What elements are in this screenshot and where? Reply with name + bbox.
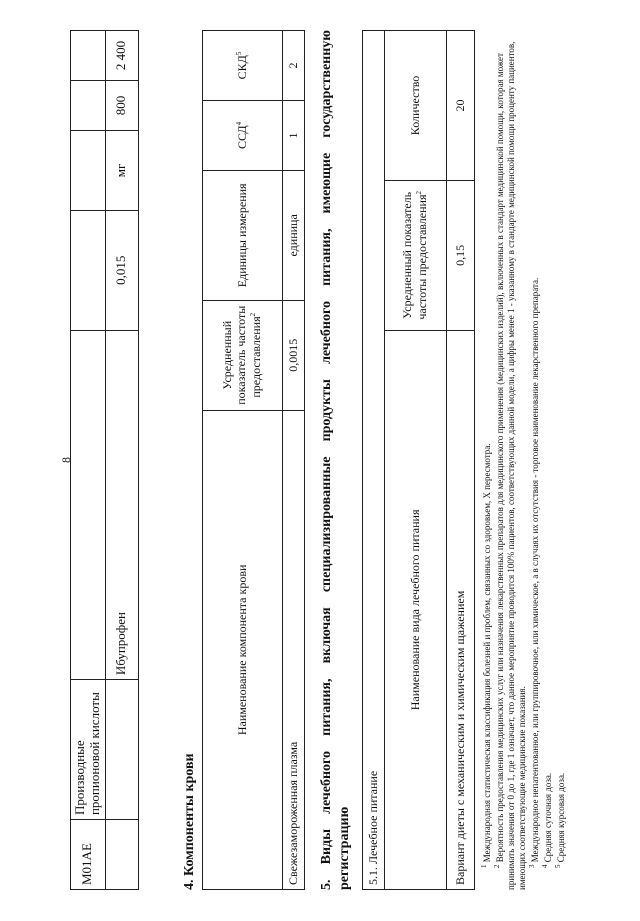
atc-code: M01AE [71,820,106,890]
footnote: $^3$ Международное непатентованное, или группировочное, или химическое, а в случаях их отсутствия - торговое наименование лекарственного препарата. [527,277,540,868]
section-5-title: 5. Виды лечебного питания, включая специализированные продукты лечебного питания, имеющие государственную регистрацию [319,30,352,890]
header-cell: Усредненный показатель частоты предоставления$^2$ [203,300,283,410]
header-cell: Единицы измерения [203,170,283,300]
table-header-row [203,31,283,890]
component-name: Свежезамороженная плазма [283,410,305,889]
diet-name: Вариант диеты с механическим и химическим щажением [447,330,475,889]
page-number: 8 [59,457,73,463]
drug-frequency: 0,015 [105,210,138,330]
table-header-row [385,31,447,890]
blood-components-table [202,30,305,890]
atc-group: Производные пропионовой кислоты [71,680,106,820]
component-frequency: 0,0015 [283,300,305,410]
header-cell: Усредненный показатель частоты предоставления$^2$ [385,180,447,330]
diet-quantity: 20 [447,31,475,181]
footnote: $^1$ Международная статистическая классификация болезней и проблем, связанных со здоровьем, X пересмотра. [480,443,492,868]
drug-unit: мг [105,130,138,210]
footnote: $^2$ Вероятность предоставления медицинских услуг или назначения лекарственных препаратов для медицинского применения (медицинских изделий), включенных в стандарт медицинской помощи, которая может принимать значения от 0 до 1, где 1 означает, что данное мероприятие проводится 100% пациентов, соответствующих данной модели, а цифры менее 1 - указанному в стандарте медицинской помощи проценту пациентов, имеющих соответствующие медицинские показания. [492,41,527,890]
header-cell: Количество [385,31,447,181]
table-row [283,31,305,890]
header-cell: ССД$^4$ [203,100,283,170]
document-page [40,30,600,890]
header-cell: Наименование вида лечебного питания [385,330,447,889]
table-row [105,31,138,890]
header-cell: СКД$^5$ [203,31,283,101]
table-row [71,31,106,890]
diet-frequency: 0,15 [447,180,475,330]
header-cell: Наименование компонента крови [203,410,283,889]
footnote: $^4$ Средняя суточная доза. [540,772,553,868]
footnote: $^5$ Средняя курсовая доза. [553,772,566,868]
section-4-title: 4. Компоненты крови [182,753,197,890]
nutrition-table [362,30,475,890]
drug-name: Ибупрофен [105,330,138,679]
subsection-title: 5.1. Лечебное питание [363,31,385,890]
table-row [447,31,475,890]
drug-ssd: 800 [105,81,138,131]
table-row [363,31,385,890]
drug-table [70,30,139,890]
drug-skd: 2 400 [105,31,138,81]
component-unit: единица [283,170,305,300]
component-skd: 2 [283,31,305,101]
footnotes [480,30,567,890]
component-ssd: 1 [283,100,305,170]
